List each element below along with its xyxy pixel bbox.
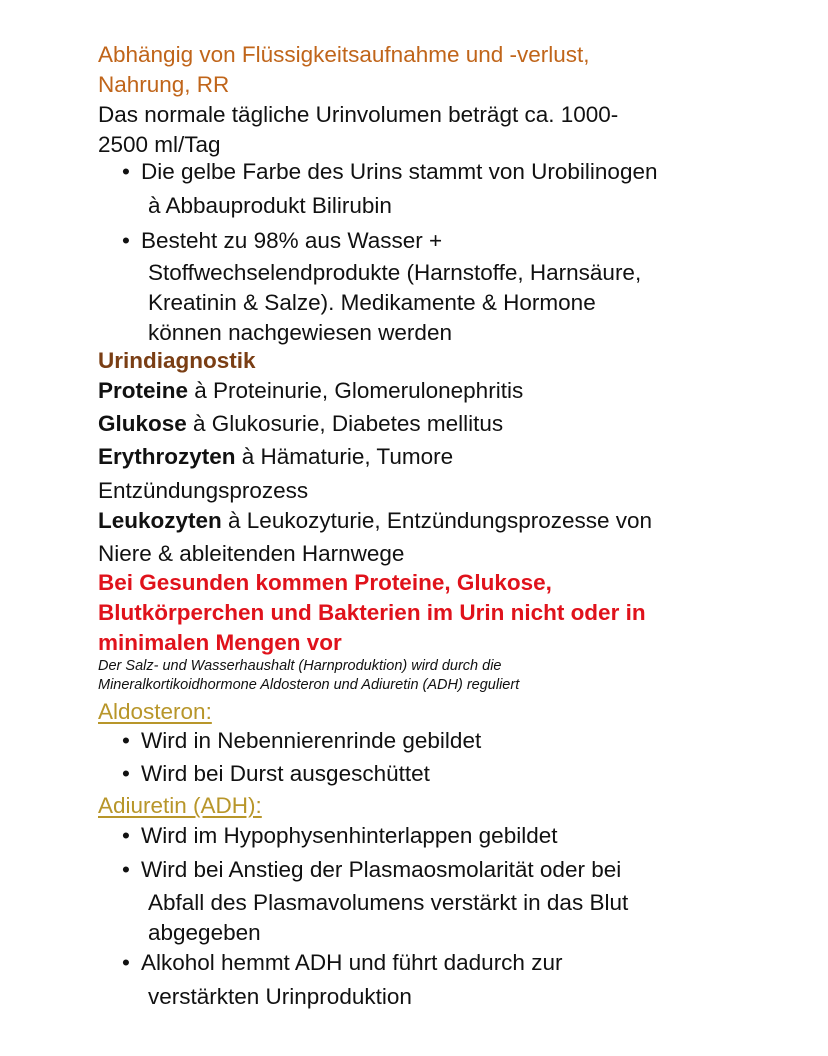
- diagnostik-item-proteine: [98, 376, 523, 406]
- diagnostik-item-leukozyten-cont: Niere & ableitenden Harnwege: [98, 541, 405, 566]
- diagnostik-term: Glukose: [98, 411, 187, 436]
- adh-heading: Adiuretin (ADH):: [98, 793, 262, 818]
- diagnostik-term: Erythrozyten: [98, 444, 236, 469]
- urin-bullet-1-line-2: à Abbauprodukt Bilirubin: [148, 193, 392, 218]
- adh-bullet-2-line-2: Abfall des Plasmavolumens verstärkt in das Blut: [148, 890, 629, 915]
- intro-line-2: Nahrung, RR: [98, 72, 230, 97]
- diagnostik-text: à Hämaturie, Tumore: [235, 444, 454, 469]
- diagnostik-heading: Urindiagnostik: [98, 348, 256, 373]
- bullet-marker: •: [122, 823, 130, 848]
- urin-bullet-2-line-2: Stoffwechselendprodukte (Harnstoffe, Harnsäure,: [148, 260, 642, 285]
- volume-line-2: 2500 ml/Tag: [98, 132, 221, 157]
- urin-bullet-2-line-3: Kreatinin & Salze). Medikamente & Hormone: [148, 290, 596, 315]
- urin-bullet-2-line-4: können nachgewiesen werden: [148, 320, 452, 345]
- bullet-marker: •: [122, 728, 130, 753]
- aldosteron-bullet-2: Wird bei Durst ausgeschüttet: [141, 761, 430, 786]
- adh-bullet-1: Wird im Hypophysenhinterlappen gebildet: [141, 823, 558, 848]
- diagnostik-item-glukose: [98, 409, 503, 439]
- diagnostik-text: à Leukozyturie, Entzündungsprozesse von: [221, 508, 653, 533]
- diagnostik-term: Leukozyten: [98, 508, 222, 533]
- diagnostik-term: Proteine: [98, 378, 189, 403]
- warning-line-1: Bei Gesunden kommen Proteine, Glukose,: [98, 570, 552, 595]
- adh-bullet-3-line-1: Alkohol hemmt ADH und führt dadurch zur: [141, 950, 563, 975]
- intro-line-1: Abhängig von Flüssigkeitsaufnahme und -verlust,: [98, 42, 590, 67]
- diagnostik-item-leukozyten: [98, 506, 652, 536]
- bullet-marker: •: [122, 159, 130, 184]
- urin-bullet-2-line-1: Besteht zu 98% aus Wasser +: [141, 228, 443, 253]
- adh-bullet-3-line-2: verstärkten Urinproduktion: [148, 984, 412, 1009]
- urin-bullet-1-line-1: Die gelbe Farbe des Urins stammt von Urobilinogen: [141, 159, 658, 184]
- warning-line-3: minimalen Mengen vor: [98, 630, 342, 655]
- adh-bullet-2-line-3: abgegeben: [148, 920, 261, 945]
- diagnostik-item-erythrozyten: [98, 442, 453, 472]
- note-line-2: Mineralkortikoidhormone Aldosteron und Adiuretin (ADH) reguliert: [98, 677, 520, 693]
- note-line-1: Der Salz- und Wasserhaushalt (Harnproduktion) wird durch die: [98, 658, 502, 674]
- aldosteron-bullet-1: Wird in Nebennierenrinde gebildet: [141, 728, 482, 753]
- diagnostik-item-erythrozyten-cont: Entzündungsprozess: [98, 478, 309, 503]
- bullet-marker: •: [122, 857, 130, 882]
- aldosteron-heading: Aldosteron:: [98, 699, 212, 724]
- warning-line-2: Blutkörperchen und Bakterien im Urin nicht oder in: [98, 600, 646, 625]
- diagnostik-text: à Glukosurie, Diabetes mellitus: [186, 411, 504, 436]
- diagnostik-text: à Proteinurie, Glomerulonephritis: [188, 378, 524, 403]
- adh-bullet-2-line-1: Wird bei Anstieg der Plasmaosmolarität oder bei: [141, 857, 622, 882]
- bullet-marker: •: [122, 950, 130, 975]
- volume-line-1: Das normale tägliche Urinvolumen beträgt ca. 1000-: [98, 102, 619, 127]
- bullet-marker: •: [122, 761, 130, 786]
- bullet-marker: •: [122, 228, 130, 253]
